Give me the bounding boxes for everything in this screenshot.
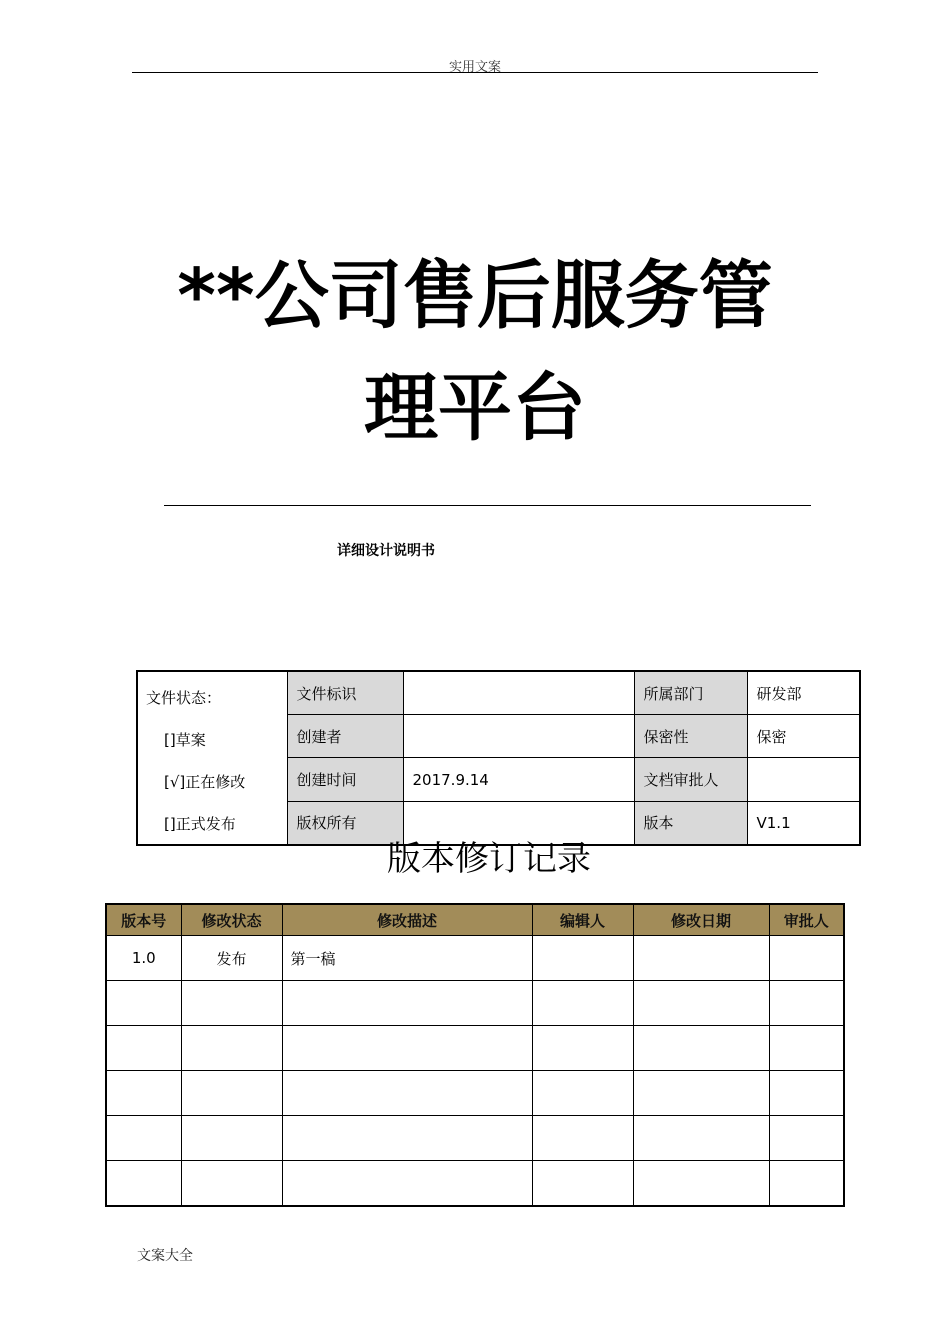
page-header: 实用文案 — [448, 60, 501, 75]
table-cell — [532, 1161, 633, 1207]
info-value — [403, 671, 634, 715]
column-header: 审批人 — [769, 904, 844, 936]
info-value — [403, 715, 634, 758]
column-header: 编辑人 — [532, 904, 633, 936]
info-label: 版本 — [634, 801, 747, 845]
title-line-2: 理平台 — [364, 365, 586, 451]
column-header: 修改描述 — [282, 904, 532, 936]
table-cell — [106, 1161, 181, 1207]
table-cell — [633, 1026, 769, 1071]
table-cell — [532, 1071, 633, 1116]
info-value — [747, 758, 860, 801]
info-value: 研发部 — [747, 671, 860, 715]
table-cell — [633, 1116, 769, 1161]
table-cell — [769, 1116, 844, 1161]
table-cell — [282, 1071, 532, 1116]
table-cell: 发布 — [181, 936, 282, 981]
file-status-label: 文件状态： — [146, 689, 222, 707]
table-cell — [181, 1116, 282, 1161]
file-status-cell — [137, 671, 287, 845]
column-header: 版本号 — [106, 904, 181, 936]
table-cell — [282, 1026, 532, 1071]
table-cell — [106, 1116, 181, 1161]
table-row — [106, 1161, 844, 1207]
status-option-draft: []草案 — [164, 731, 206, 749]
table-cell — [106, 1071, 181, 1116]
info-label: 文件标识 — [287, 671, 403, 715]
status-option-released: []正式发布 — [164, 815, 236, 833]
title-divider — [164, 505, 811, 506]
table-cell — [769, 1071, 844, 1116]
table-row — [106, 1026, 844, 1071]
table-cell — [532, 1116, 633, 1161]
info-label: 文档审批人 — [634, 758, 747, 801]
info-label: 创建时间 — [287, 758, 403, 801]
table-cell — [633, 1071, 769, 1116]
info-label: 所属部门 — [634, 671, 747, 715]
table-cell — [769, 1026, 844, 1071]
table-cell — [532, 981, 633, 1026]
table-cell — [181, 1161, 282, 1207]
table-cell — [282, 981, 532, 1026]
table-row — [106, 1116, 844, 1161]
table-cell — [633, 936, 769, 981]
document-info-table — [136, 670, 861, 846]
table-cell — [282, 1161, 532, 1207]
document-subtitle: 详细设计说明书 — [337, 543, 435, 559]
table-row — [106, 936, 844, 981]
info-label: 创建者 — [287, 715, 403, 758]
revision-table — [105, 903, 845, 1207]
table-cell: 第一稿 — [282, 936, 532, 981]
table-row — [106, 1071, 844, 1116]
table-cell — [282, 1116, 532, 1161]
table-cell — [769, 1161, 844, 1207]
table-cell — [532, 1026, 633, 1071]
table-cell — [181, 981, 282, 1026]
revision-header-row — [106, 904, 844, 936]
info-value: 2017.9.14 — [403, 758, 634, 801]
info-label: 版权所有 — [287, 801, 403, 845]
document-title — [120, 240, 830, 464]
info-value: V1.1 — [747, 801, 860, 845]
table-cell — [106, 1026, 181, 1071]
header-rule — [132, 72, 818, 73]
column-header: 修改状态 — [181, 904, 282, 936]
table-cell — [532, 936, 633, 981]
status-option-modifying: [√]正在修改 — [164, 773, 246, 791]
table-cell — [633, 981, 769, 1026]
revision-record-title: 版本修订记录 — [387, 839, 591, 879]
table-cell — [181, 1026, 282, 1071]
info-value: 保密 — [747, 715, 860, 758]
table-cell — [181, 1071, 282, 1116]
title-line-1: **公司售后服务管 — [177, 253, 773, 339]
table-cell: 1.0 — [106, 936, 181, 981]
column-header: 修改日期 — [633, 904, 769, 936]
table-cell — [769, 936, 844, 981]
table-row — [106, 981, 844, 1026]
table-cell — [769, 981, 844, 1026]
page-footer: 文案大全 — [137, 1248, 193, 1264]
table-cell — [633, 1161, 769, 1207]
info-label: 保密性 — [634, 715, 747, 758]
table-cell — [106, 981, 181, 1026]
